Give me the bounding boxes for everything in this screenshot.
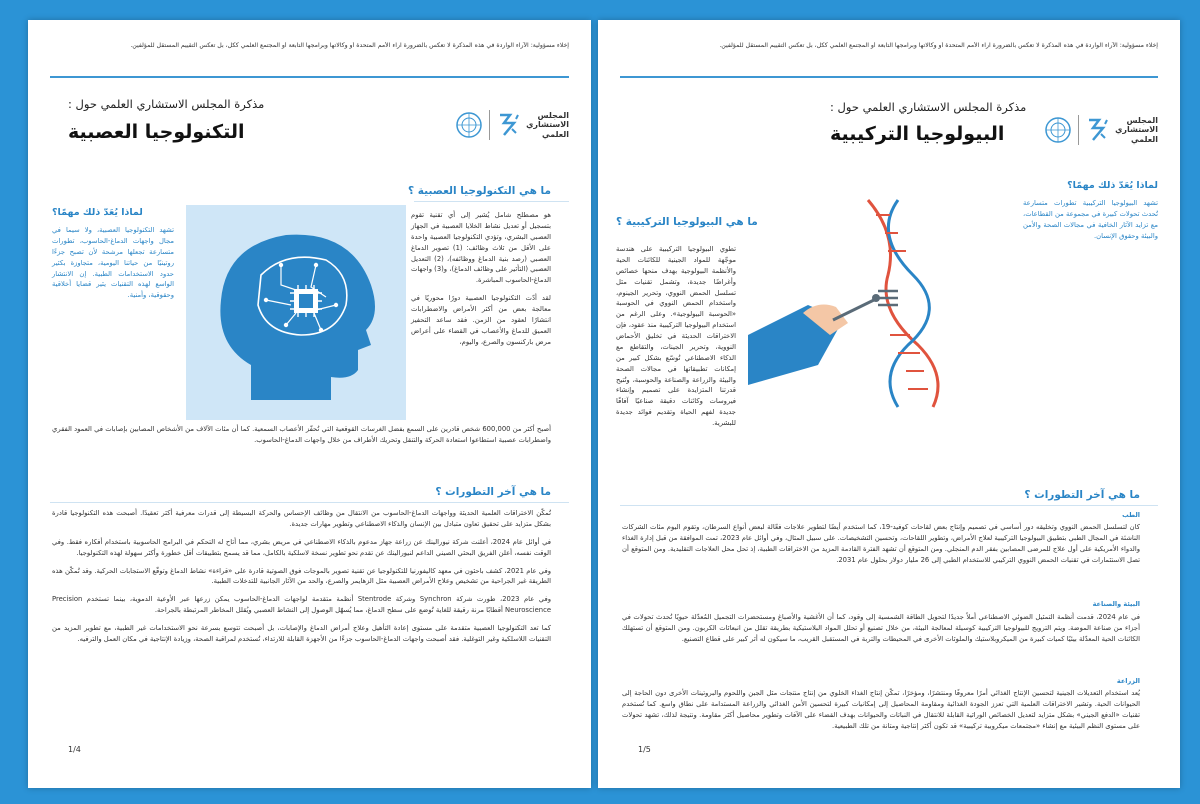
section-underline — [620, 505, 1158, 506]
what-text: تطوي البيولوجيا التركيبية على هندسة موجّهة للمواد الجينية للكائنات الحية والأنظمة البيولوجية بهدف منحها خصائص وأغراضًا جديدة، وتشمل تقنيات مثل تسلسل الحمض النووي، وتحرير الجينوم، واستخدام الحمض النووي في الحوسبة «الحوسبة البيولوجية». وعلى الرغم من استخدام البيولوجيا التركيبية منذ عقود، فإن الاختراقات الحديثة في تخليق الأحماض النووية، وتحرير الجينات، والتقاطع مع الذكاء الاصطناعي تُوسّع بشكل كبير من إمكانات تطبيقاتها في مجالات الصحة والبيئة والزراعة والصناعة والحوسبة، وتُتيح قدرتنا المتزايدة على تصميم وإنشاء فيروسات وكائنات دقيقة صناعيًا آفاقًا جديدة لفهم الحياة وتقديم فوائد جديدة للبشرية. — [616, 245, 736, 427]
latest-paragraph-2: في أوائل عام 2024، أعلنت شركة نيورالينك عن زراعة جهاز مدعوم بالذكاء الاصطناعي في مريض بشري، مما أتاح له التحكم في البرامج الحاسوبية باستخدام أفكاره فقط. وفي الوقت نفسه، أعلن الفريق البحثي الصيني الداعم لنيورالينك عن تقدم نحو تطوير نسخة لاسلكية بالكامل، مما قد يسمح بتطبيقات أقل خطورة وأكثر سهولة لهذه التكنولوجيا. — [52, 537, 551, 557]
sab-logo — [455, 110, 569, 140]
un-emblem-icon — [455, 111, 483, 139]
header-rule — [50, 76, 569, 78]
why-text: تشهد التكنولوجيا العصبية، ولا سيما في مجال واجهات الدماغ-الحاسوب، تطورات متسارعة تجعلها مرشحة لأن تصبح جزءًا روتينيًا من حياتنا اليومية، متجاوزة بكثير حدود الاستخدامات الطبية. إن الانتشار الواسع لهذه التقنيات يثير قضايا أخلاقية وحقوقية، وأمنية. — [52, 226, 174, 300]
logo-text: المجلس الاستشاري العلمي — [1115, 116, 1158, 144]
page-number: 1/4 — [68, 745, 81, 754]
latest-paragraph-1: تُمكّن الاختراقات العلمية الحديثة وواجهات الدماغ-الحاسوب من الانتقال من وظائف الإحساس والحركة البسيطة إلى قدرات معرفية أكثر تعقيدًا. أصبحت هذه التكنولوجيا قادرة بشكل متزايد على تحقيق تعاون متبادل بين الإنسان والذكاء الاصطناعي وتطوير مهارات جديدة. — [52, 509, 551, 528]
logo-divider — [489, 110, 490, 140]
latest-paragraph-5: كما تعد التكنولوجيا العصبية متقدمة على مستوى إعادة التأهيل وعلاج أمراض الدماغ والإصابات، بل أصبحت تتوسع بسرعة نحو الاستخدامات غير الطبية، مع تطوير المزيد من التقنيات اللاسلكية وغير التوغلية. فقد أصبحت واجهات الدماغ-الحاسوب جزءًا من الأجهزة القابلة للارتداء، تُستخدم لمراقبة الصحة، وزيادة الإنتاجية في مكان العمل والترفيه. — [52, 624, 551, 643]
brain-chip-illustration — [186, 205, 406, 420]
environment-text: في عام 2024، قدمت أنظمة التمثيل الضوئي الاصطناعي أملاً جديدًا لتحويل الطاقة الشمسية إلى وقود، كما أن الأغشية والأصباغ ومستحضرات التجميل المُعدّلة حيويًا تُحدث تحولات في أجزاء من صناعة الموضة. ويتم الترويج للبيولوجيا التركيبية كوسيلة لمعالجة البيئة، من خلال تصنيع أو تحلل المواد البلاستيكية بطريقة تقلل من انبعاثات الكربون. ومن المتوقع أن تستهلك الكائنات الحية المعدّلة بيئيًا كميات كبيرة من الميكروبلاستيك والملوثات الأخرى في المحيطات والتربة في المستقبل القريب، ما سيكون له أثر كبير على قطاع التصنيع. — [622, 613, 1140, 643]
latest-heading: ما هي آخر التطورات ؟ — [435, 486, 551, 498]
sab-logo — [1044, 115, 1158, 145]
environment-label: البيئة والصناعة — [1092, 600, 1140, 608]
what-text — [411, 210, 551, 355]
medicine-text: كان لتسلسل الحمض النووي وتخليقه دور أساسي في تصميم وإنتاج بعض لقاحات كوفيد-19، كما استخدم أيضًا لتطوير علاجات فعّالة لبعض أنواع السرطان، وتقوم اليوم مئات الشركات الناشئة في المجال الطبي بتطبيق البيولوجيا التركيبية لعلاج الأمراض، وتطوير اللقاحات، وتحسين التشخيصات. على سبيل المثال، وفي أوائل عام 2023، تمت الموافقة من قبل إدارة الغذاء والدواء الأمريكية على أول علاج للمرضى المصابين بفقر الدم المنجلي. ومن المتوقع أن تشهد الفترة القادمة المزيد من الاختراقات الطبية، إذ تحل محل العلاجات التقليدية. ومن المتوقع أن تصل الاستثمارات في تقنيات الحمض النووي التركيبي للاستخدام الطبي إلى 26 مليار دولار بحلول عام 2031. — [622, 523, 1141, 564]
why-text: تشهد البيولوجيا التركيبية تطورات متسارعة تُحدث تحولات كبيرة في مجموعة من القطاعات، مع تزايد الآثار الخافية في مجالات الصحة والأمن والبيئة وحقوق الإنسان. — [1023, 199, 1158, 240]
neurotech-page — [28, 20, 591, 788]
latest-paragraph-3: وفي عام 2021، كشف باحثون في معهد كاليفورنيا للتكنولوجيا عن تقنية تصوير بالموجات فوق الصوتية قادرة على «قراءة» نشاط الدماغ وتوقّع الاستجابات الحركية. وقد تُمكّن هذه الطريقة غير الجراحية من تشخيص وعلاج الأمراض العصبية مثل الزهايمر والصرع، والحد من الآثار الجانبية للتدخلات الطبية. — [52, 566, 551, 586]
medicine-label: الطب — [1122, 511, 1140, 519]
what-paragraph-2: لقد أدّت التكنولوجيا العصبية دورًا محوريًا في معالجة بعض من أكثر الأمراض والاضطرابات انتشارًا لعقود من الزمن. فقد ساعد التحفيز العميق للدماغ والأعصاب في القضاء على أعراض مرض باركنسون والصرع، واليوم، — [411, 294, 551, 346]
logo-text: المجلس الاستشاري العلمي — [526, 111, 569, 139]
what-heading: ما هي التكنولوجيا العصبية ؟ — [408, 185, 551, 197]
what-heading: ما هي البيولوجيا التركيبية ؟ — [616, 216, 758, 228]
section-underline — [414, 201, 569, 202]
why-heading: لماذا يُعَدّ ذلك مهمًا؟ — [52, 207, 143, 218]
why-heading: لماذا يُعَدّ ذلك مهمًا؟ — [1067, 180, 1158, 191]
header-rule — [620, 76, 1158, 78]
latest-paragraph-4: وفي عام 2023، طورت شركة Synchron وشركة Stentrode أنظمة متقدمة لواجهات الدماغ-الحاسوب يمكن زرعها عبر الأوعية الدموية، بينما تستخدم Precision Neuroscience أقطابًا مرنة رقيقة للغاية تُوضع على سطح الدماغ، مما يُسهّل الوصول إلى النشاط العصبي ويُقلل المخاطر المرتبطة بالجراحة. — [52, 595, 551, 615]
agriculture-text: يُعد استخدام التعديلات الجينية لتحسين الإنتاج الغذائي أمرًا معروفًا ومنتشرًا، ومؤخرًا، تمكّن إنتاج الغذاء الخلوي من إنتاج منتجات مثل الجبن واللحوم والبروتينات الأخرى دون الحاجة إلى الحيوانات الحية. وتشير الاختراقات العلمية التي تعزز الجودة الغذائية ومقاومة المحاصيل إلى إمكانيات كبيرة لتحسين الأمن الغذائي والزراعة المستدامة على نطاق واسع. كما تُستخدم تقنيات «الدفع الجيني» بشكل متزايد لتعديل الخصائص الوراثية القابلة للانتقال في النباتات والحيوانات بهدف القضاء على الآفات وتطوير محاصيل أكثر مقاومة. ونتيجة لذلك، تشهد تحولات على مستوى النظم البيئية مع إنشاء «مجتمعات ميكروبية تركيبية» قد تكون أكثر إنتاجية ومتانة من تلك الطبيعية. — [622, 689, 1140, 730]
header-subtitle: مذكرة المجلس الاستشاري العلمي حول : — [830, 100, 1027, 114]
what-paragraph-1: هو مصطلح شامل يُشير إلى أي تقنية تقوم بتسجيل أو تعديل نشاط الخلايا العصبية في الجهاز العصبي البشري، وتؤدي التكنولوجيا العصبية واحدة على الأقل من ثلاث وظائف: (1) تصوير الدماغ العصبي (رصد بنية الدماغ ووظائفه)، (2) التعديل العصبي (التأثير على وظائف الدماغ)، و(3) واجهات الدماغ-الحاسوب المباشرة. — [411, 211, 552, 285]
dna-scissors-illustration — [748, 195, 960, 410]
latest-heading: ما هي آخر التطورات ؟ — [1024, 489, 1140, 501]
latest-text — [52, 508, 551, 652]
sab-mark-icon — [496, 111, 520, 139]
header-subtitle: مذكرة المجلس الاستشاري العلمي حول : — [68, 97, 265, 111]
sab-mark-icon — [1085, 116, 1109, 144]
section-underline — [50, 502, 569, 503]
agriculture-label: الزراعة — [1116, 677, 1140, 685]
page-title: البيولوجيا التركيبية — [830, 123, 1005, 145]
page-number: 1/5 — [638, 745, 651, 754]
disclaimer: إخلاء مسؤولية: الآراء الواردة في هذه المذكرة لا تعكس بالضرورة آراء الأمم المتحدة أو وكالاتها وبرامجها التابعة أو المجتمع العلمي ككل، بل تعكس التقييم المستقل للمؤلفين. — [719, 42, 1158, 49]
full-width-text: أصبح أكثر من 600,000 شخص قادرين على السمع بفضل الغرسات القوقعية التي تُحفّز الأعصاب السمعية. كما أن مئات الآلاف من الأشخاص المصابين بإصابات في العمود الفقري واضطرابات عصبية استطاعوا استعادة الحركة والتنقل وتحريك الأطراف من خلال واجهات الدماغ-الحاسوب. — [52, 425, 551, 444]
page-title: التكنولوجيا العصبية — [68, 121, 245, 143]
logo-divider — [1078, 115, 1079, 145]
disclaimer: إخلاء مسؤولية: الآراء الواردة في هذه المذكرة لا تعكس بالضرورة آراء الأمم المتحدة أو وكالاتها وبرامجها التابعة أو المجتمع العلمي ككل، بل تعكس التقييم المستقل للمؤلفين. — [130, 42, 569, 49]
un-emblem-icon — [1044, 116, 1072, 144]
synthetic-biology-page — [598, 20, 1180, 788]
